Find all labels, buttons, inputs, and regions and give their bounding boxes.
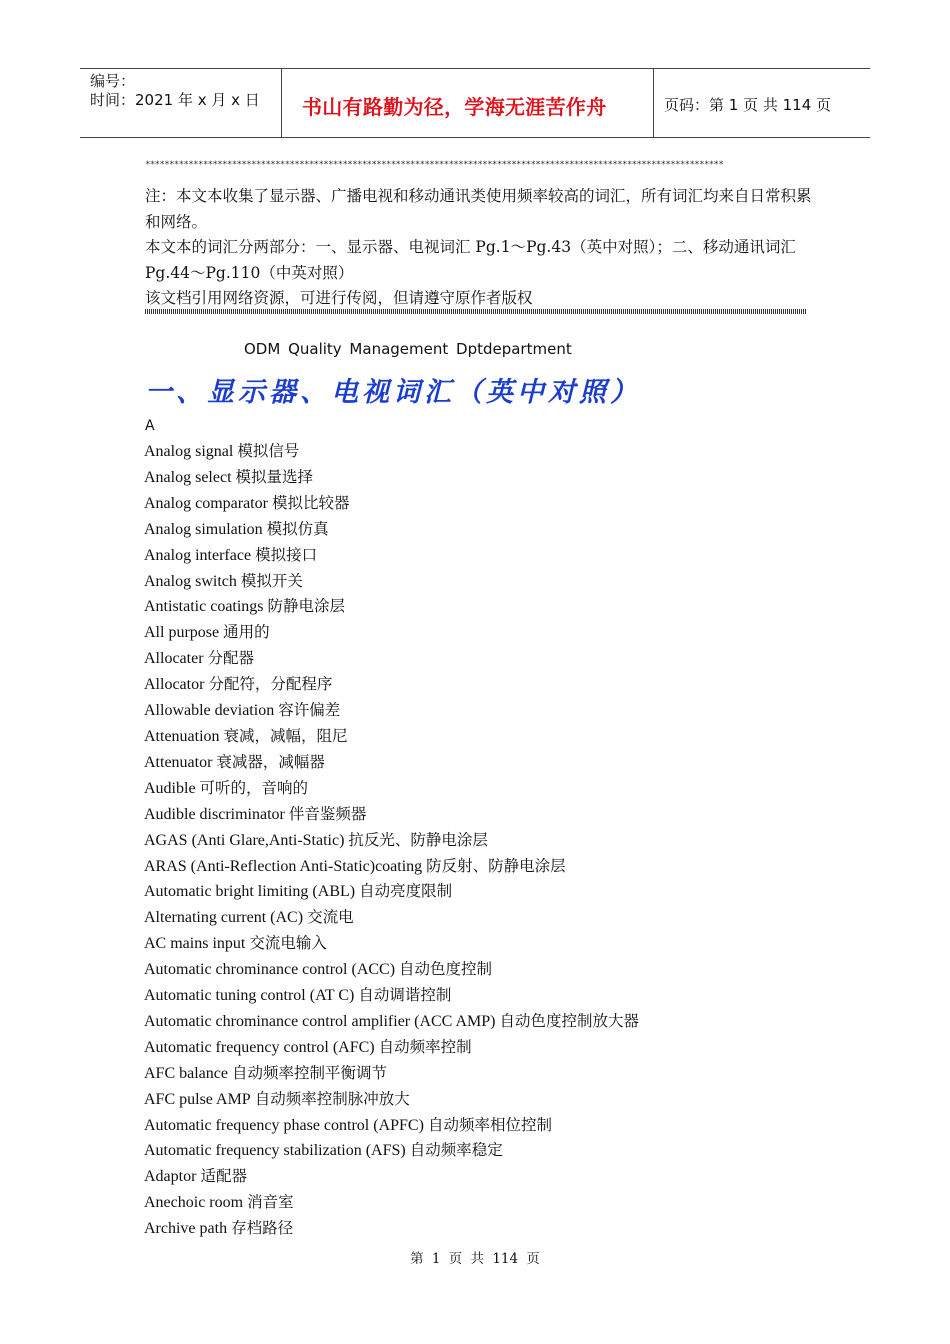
motto: 书山有路勤为径，学海无涯苦作舟 [302, 95, 607, 119]
entry-english: AGAS (Anti Glare,Anti-Static) [144, 831, 345, 849]
entry-chinese: 模拟信号 [237, 442, 300, 460]
glossary-entry [144, 750, 639, 776]
department-name: ODM Quality Management Dptdepartment [244, 340, 572, 358]
entry-english: Automatic frequency stabilization (AFS) [144, 1142, 406, 1160]
entry-chinese: 分配符，分配程序 [208, 675, 333, 694]
intro-notes [145, 184, 815, 312]
entry-english: Analog comparator [144, 494, 268, 512]
entry-chinese: 自动调谐控制 [358, 986, 452, 1005]
entry-chinese: 存档路径 [231, 1219, 294, 1238]
entry-english: Automatic chrominance control (ACC) [144, 961, 396, 979]
glossary-entry [144, 1216, 639, 1242]
entry-english: Archive path [144, 1220, 228, 1238]
entry-english: Analog signal [144, 443, 234, 460]
glossary-entry [144, 594, 639, 620]
entry-english: Allocator [144, 676, 205, 694]
glossary-entry [144, 465, 639, 491]
glossary-entry [144, 854, 639, 880]
header-meta-cell [80, 69, 282, 137]
entry-english: Allowable deviation [144, 702, 275, 720]
intro-note: 注：本文本收集了显示器、广播电视和移动通讯类使用频率较高的词汇，所有词汇均来自日常积累和网络。 [145, 187, 812, 231]
entry-english: All purpose [144, 624, 220, 642]
glossary-entry [144, 517, 639, 543]
entry-english: Automatic frequency phase control (APFC) [144, 1116, 424, 1134]
entry-chinese: 容许偏差 [278, 701, 341, 720]
glossary-entry [144, 957, 639, 983]
entry-chinese: 模拟量选择 [235, 467, 314, 486]
glossary-list [144, 439, 639, 1242]
glossary-entry [144, 983, 639, 1009]
glossary-entry [144, 931, 639, 957]
entry-english: Analog interface [144, 546, 252, 564]
glossary-entry [144, 439, 639, 465]
intro-note: 本文本的词汇分两部分：一、显示器、电视词汇 Pg.1～Pg.43（英中对照）；二、移动通讯词汇 Pg.44～Pg.110（中英对照） [145, 238, 796, 282]
entry-chinese: 模拟仿真 [266, 519, 329, 538]
entry-chinese: 衰减器，减幅器 [216, 752, 325, 771]
number-label: 编号： [90, 72, 136, 90]
glossary-entry [144, 879, 639, 905]
entry-english: Analog switch [144, 572, 237, 590]
entry-english: Audible [144, 779, 196, 797]
entry-chinese: 抗反光、防静电涂层 [348, 830, 488, 849]
entry-english: ARAS (Anti-Reflection Anti-Static)coating [144, 857, 423, 875]
glossary-entry [144, 646, 639, 672]
entry-english: Analog simulation [144, 520, 263, 538]
entry-chinese: 通用的 [223, 623, 270, 642]
entry-english: Automatic chrominance control amplifier (ACC AMP) [144, 1012, 496, 1030]
header-motto-cell [282, 69, 654, 137]
entry-chinese: 伴音鉴频器 [288, 804, 367, 823]
glossary-entry [144, 802, 639, 828]
entry-chinese: 交流电 [307, 908, 354, 927]
entry-english: Automatic tuning control (AT C) [144, 987, 355, 1005]
time-label: 时间：2021 年 x 月 x 日 [90, 91, 260, 109]
letter-heading: A [145, 418, 155, 434]
glossary-entry [144, 1009, 639, 1035]
glossary-entry [144, 1113, 639, 1139]
entry-english: Adaptor [144, 1168, 197, 1186]
entry-english: Attenuation [144, 727, 220, 745]
entry-chinese: 模拟接口 [255, 545, 318, 564]
glossary-entry [144, 698, 639, 724]
hatched-divider [145, 309, 807, 314]
entry-english: AFC balance [144, 1064, 228, 1082]
entry-chinese: 分配器 [207, 649, 255, 668]
entry-chinese: 自动频率稳定 [409, 1141, 503, 1160]
entry-chinese: 交流电输入 [249, 934, 327, 953]
entry-chinese: 消音室 [247, 1193, 294, 1212]
glossary-entry [144, 491, 639, 517]
glossary-entry [144, 828, 639, 854]
glossary-entry [144, 1087, 639, 1113]
entry-chinese: 防静电涂层 [267, 597, 346, 616]
glossary-entry [144, 672, 639, 698]
glossary-entry [144, 1164, 639, 1190]
entry-english: Allocater [144, 650, 204, 668]
glossary-entry [144, 905, 639, 931]
entry-english: Analog select [144, 468, 232, 486]
entry-english: Antistatic coatings [144, 598, 264, 616]
entry-chinese: 可听的，音响的 [199, 778, 309, 797]
entry-chinese: 防反射、防静电涂层 [426, 856, 566, 875]
glossary-entry [144, 724, 639, 750]
entry-english: Attenuator [144, 753, 213, 771]
entry-chinese: 自动色度控制放大器 [499, 1011, 639, 1030]
entry-english: Anechoic room [144, 1194, 244, 1212]
glossary-entry [144, 1138, 639, 1164]
entry-english: Audible discriminator [144, 805, 285, 823]
header-page-cell [654, 69, 870, 137]
page-footer: 第 1 页 共 114 页 [410, 1251, 540, 1267]
entry-chinese: 自动频率控制 [378, 1037, 472, 1056]
star-divider: ************************************************************************************************************************ [145, 160, 724, 170]
entry-chinese: 自动色度控制 [399, 960, 493, 979]
entry-chinese: 适配器 [200, 1167, 247, 1186]
glossary-entry [144, 1035, 639, 1061]
glossary-entry [144, 543, 639, 569]
entry-english: Automatic frequency control (AFC) [144, 1038, 375, 1056]
entry-english: Alternating current (AC) [144, 909, 304, 927]
entry-english: AC mains input [144, 935, 246, 953]
entry-chinese: 模拟比较器 [271, 493, 350, 512]
glossary-entry [144, 776, 639, 802]
entry-chinese: 自动亮度限制 [359, 882, 453, 901]
entry-chinese: 模拟开关 [240, 571, 303, 590]
entry-chinese: 自动频率控制脉冲放大 [254, 1089, 410, 1108]
page-label: 页码：第 1 页 共 114 页 [664, 96, 832, 114]
intro-note: 该文档引用网络资源，可进行传阅，但请遵守原作者版权 [145, 289, 533, 307]
entry-chinese: 衰减，减幅，阻尼 [223, 726, 348, 745]
entry-english: AFC pulse AMP [144, 1090, 251, 1108]
entry-english: Automatic bright limiting (ABL) [144, 883, 356, 901]
document-header [80, 68, 870, 138]
entry-chinese: 自动频率控制平衡调节 [231, 1063, 387, 1082]
glossary-entry [144, 569, 639, 595]
entry-chinese: 自动频率相位控制 [427, 1115, 552, 1134]
section-title: 一、显示器、电视词汇（英中对照） [145, 377, 641, 408]
glossary-entry [144, 1190, 639, 1216]
glossary-entry [144, 620, 639, 646]
glossary-entry [144, 1061, 639, 1087]
